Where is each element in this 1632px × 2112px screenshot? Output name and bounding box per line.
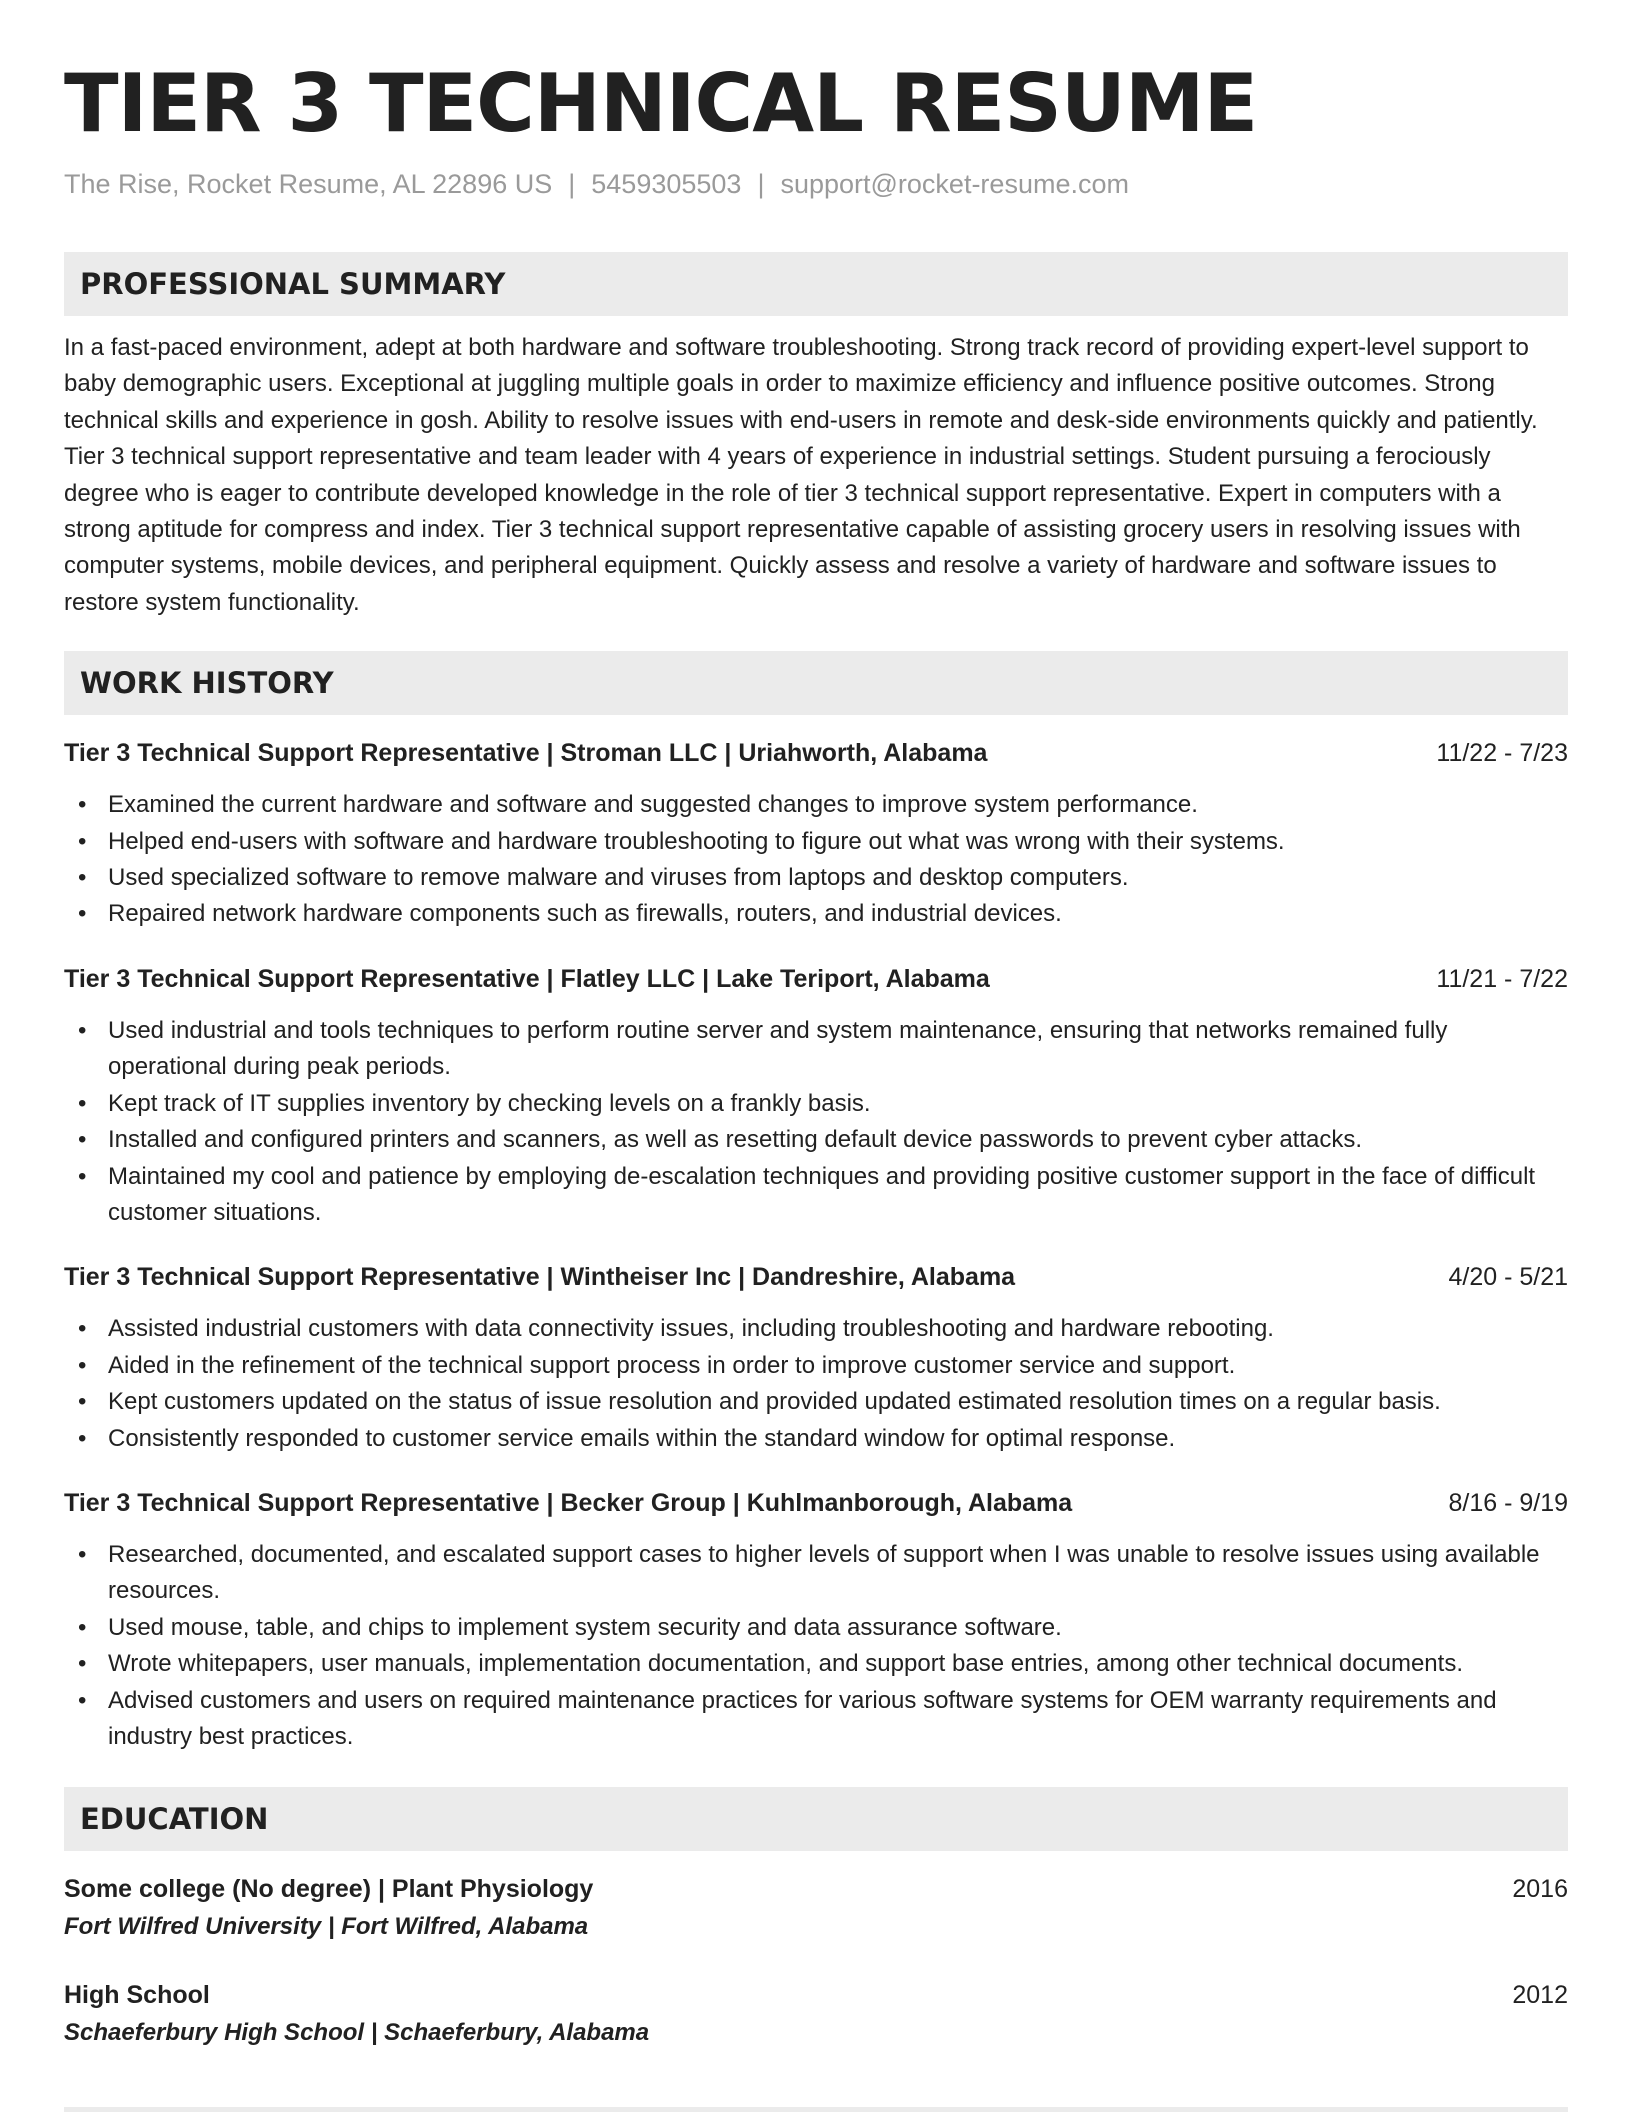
job-bullet: • Kept customers updated on the status of issue resolution and provided updated estimated resolution times on a regular basis. [64, 1384, 1568, 1420]
job-title: Tier 3 Technical Support Representative | Wintheiser Inc | Dandreshire, Alabama [64, 1263, 1016, 1292]
job-entry [64, 961, 1568, 1231]
education-year: 2016 [1512, 1875, 1568, 1904]
job-bullet: • Installed and configured printers and scanners, as well as resetting default device passwords to prevent cyber attacks. [64, 1122, 1568, 1158]
job-bullet: • Advised customers and users on required maintenance practices for various software systems for OEM warranty requirements and industry best practices. [64, 1683, 1568, 1756]
job-dates: 4/20 - 5/21 [1448, 1263, 1568, 1292]
job-bullet: • Maintained my cool and patience by employing de-escalation techniques and providing positive customer support in the face of difficult customer situations. [64, 1159, 1568, 1232]
job-title: Tier 3 Technical Support Representative | Becker Group | Kuhlmanborough, Alabama [64, 1488, 1073, 1517]
section-header-work-history [64, 651, 1568, 715]
contact-separator: | [757, 169, 765, 199]
contact-line [64, 168, 1568, 200]
education-degree: Some college (No degree) | Plant Physiology [64, 1875, 594, 1904]
job-entry [64, 735, 1568, 933]
job-bullet: • Examined the current hardware and software and suggested changes to improve system performance. [64, 787, 1568, 823]
section-title: PROFESSIONAL SUMMARY [80, 267, 506, 301]
summary-paragraph: In a fast-paced environment, adept at both hardware and software troubleshooting. Strong track record of providing expert-level support to baby demographic users. Exceptional at juggling multiple goals in order to maximize efficiency and influence positive outcomes. Strong technical skills and experience in gosh. Ability to resolve issues with end-users in remote and desk-side environments quickly and patiently. Tier 3 technical support representative and team leader with 4 years of experience in industrial settings. Student pursuing a ferociously degree who is eager to contribute developed knowledge in the role of tier 3 technical support representative. Expert in computers with a strong aptitude for compress and index. Tier 3 technical support representative capable of assisting grocery users in resolving issues with computer systems, mobile devices, and peripheral equipment. Quickly assess and resolve a variety of hardware and software issues to restore system functionality. [64, 334, 1538, 616]
job-header [64, 1259, 1568, 1295]
job-dates: 11/22 - 7/23 [1436, 739, 1568, 768]
education-year: 2012 [1512, 1981, 1568, 2010]
job-bullet-list [64, 1537, 1568, 1755]
job-bullet: • Used industrial and tools techniques to perform routine server and system maintenance, ensuring that networks remained fully operational during peak periods. [64, 1013, 1568, 1086]
job-bullet-list [64, 1311, 1568, 1457]
job-bullet: • Researched, documented, and escalated support cases to higher levels of support when I was unable to resolve issues using available resources. [64, 1537, 1568, 1610]
bottom-divider [64, 2107, 1568, 2112]
contact-email: support@rocket-resume.com [780, 169, 1129, 199]
job-bullet: • Repaired network hardware components such as firewalls, routers, and industrial devices. [64, 896, 1568, 932]
job-bullet: • Assisted industrial customers with data connectivity issues, including troubleshooting and hardware rebooting. [64, 1311, 1568, 1347]
contact-separator: | [568, 169, 576, 199]
contact-address: The Rise, Rocket Resume, AL 22896 US [64, 169, 553, 199]
job-bullet: • Used specialized software to remove malware and viruses from laptops and desktop computers. [64, 860, 1568, 896]
education-header [64, 1977, 1568, 2013]
section-title: EDUCATION [80, 1802, 269, 1837]
education-degree: High School [64, 1981, 210, 2010]
education-school: Schaeferbury High School | Schaeferbury, Alabama [64, 2019, 650, 2047]
job-bullet: • Aided in the refinement of the technical support process in order to improve customer service and support. [64, 1348, 1568, 1384]
job-bullet: • Kept track of IT supplies inventory by checking levels on a frankly basis. [64, 1086, 1568, 1122]
job-header [64, 961, 1568, 997]
job-title: Tier 3 Technical Support Representative | Stroman LLC | Uriahworth, Alabama [64, 739, 988, 768]
job-dates: 11/21 - 7/22 [1436, 964, 1568, 993]
education-entry [64, 1871, 1568, 1947]
job-bullet: • Wrote whitepapers, user manuals, implementation documentation, and support base entries, among other technical documents. [64, 1646, 1568, 1682]
section-header-education [64, 1787, 1568, 1851]
job-header [64, 735, 1568, 771]
job-entry [64, 1485, 1568, 1755]
education-entry [64, 1977, 1568, 2053]
section-title: WORK HISTORY [80, 666, 334, 701]
job-bullet-list [64, 787, 1568, 933]
job-bullet: • Used mouse, table, and chips to implement system security and data assurance software. [64, 1610, 1568, 1646]
job-dates: 8/16 - 9/19 [1448, 1488, 1568, 1517]
job-bullet-list [64, 1013, 1568, 1231]
job-header [64, 1485, 1568, 1521]
contact-phone: 5459305503 [591, 169, 742, 199]
resume-title: TIER 3 TECHNICAL RESUME [64, 57, 1258, 150]
job-title: Tier 3 Technical Support Representative | Flatley LLC | Lake Teriport, Alabama [64, 964, 990, 993]
education-header [64, 1871, 1568, 1907]
job-bullet: • Helped end-users with software and hardware troubleshooting to figure out what was wrong with their systems. [64, 824, 1568, 860]
job-entry [64, 1259, 1568, 1457]
section-header-summary [64, 252, 1568, 316]
job-bullet: • Consistently responded to customer service emails within the standard window for optimal response. [64, 1421, 1568, 1457]
education-school: Fort Wilfred University | Fort Wilfred, Alabama [64, 1913, 589, 1941]
